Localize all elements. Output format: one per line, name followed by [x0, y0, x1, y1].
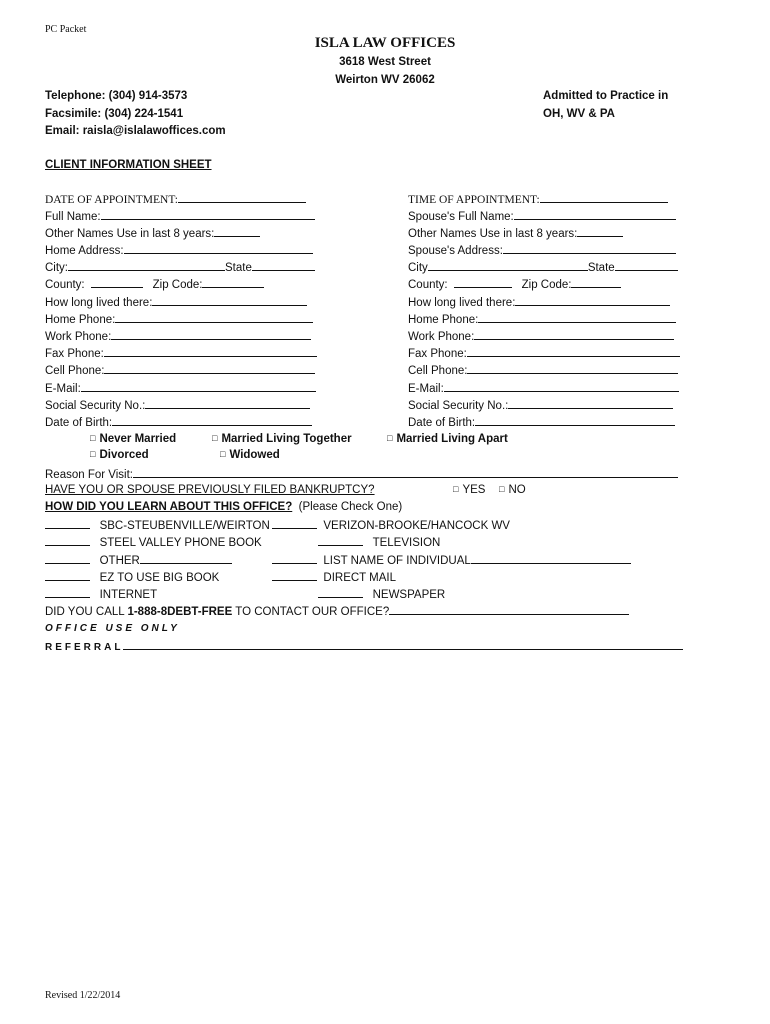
time-appointment-field[interactable]: [408, 191, 668, 208]
source-newspaper-label: NEWSPAPER: [372, 589, 446, 601]
email-field[interactable]: [45, 380, 316, 397]
how-long-field[interactable]: [45, 294, 307, 311]
referral-label: REFERRAL: [45, 642, 124, 653]
source-internet[interactable]: [45, 586, 157, 603]
firm-email: Email: raisla@islalawoffices.com: [45, 125, 226, 137]
other-names-field[interactable]: [45, 225, 260, 242]
divorced-label: Divorced: [99, 449, 149, 461]
yes-label: YES: [462, 484, 486, 496]
cell-phone-field[interactable]: [45, 362, 315, 379]
married-together-label: Married Living Together: [221, 433, 352, 445]
spouse-fax-phone-label: Fax Phone:: [408, 348, 467, 360]
source-mail-label: DIRECT MAIL: [323, 572, 397, 584]
reason-label: Reason For Visit:: [45, 469, 133, 481]
city-state-field[interactable]: [45, 259, 315, 276]
email-label: E-Mail:: [45, 383, 81, 395]
spouse-name-field[interactable]: [408, 208, 676, 225]
learn-question-text: HOW DID YOU LEARN ABOUT THIS OFFICE?: [45, 501, 293, 513]
source-list-name[interactable]: [272, 552, 631, 569]
firm-telephone: Telephone: (304) 914-3573: [45, 90, 188, 102]
county-zip-field[interactable]: [45, 276, 264, 293]
spouse-home-phone-label: Home Phone:: [408, 314, 479, 326]
source-sbc-label: SBC-STEUBENVILLE/WEIRTON: [99, 520, 270, 532]
checkbox-icon[interactable]: □: [453, 484, 459, 494]
cell-phone-label: Cell Phone:: [45, 365, 105, 377]
spouse-work-phone-field[interactable]: [408, 328, 674, 345]
zip-label: Zip Code:: [152, 279, 203, 291]
home-phone-field[interactable]: [45, 311, 313, 328]
spouse-city-label: City: [408, 262, 428, 274]
ssn-field[interactable]: [45, 397, 310, 414]
reason-field[interactable]: [45, 466, 678, 483]
other-names-label: Other Names Use in last 8 years:: [45, 228, 215, 240]
source-steel[interactable]: [45, 534, 262, 551]
checkbox-icon[interactable]: □: [90, 449, 96, 459]
never-married-label: Never Married: [99, 433, 177, 445]
admitted-line-1: Admitted to Practice in: [543, 90, 669, 102]
spouse-zip-label: Zip Code:: [521, 279, 572, 291]
firm-street: 3618 West Street: [339, 56, 431, 68]
spouse-home-phone-field[interactable]: [408, 311, 676, 328]
date-appointment-field[interactable]: [45, 191, 306, 208]
dob-field[interactable]: [45, 414, 312, 431]
source-sbc[interactable]: [45, 517, 270, 534]
spouse-county-zip-field[interactable]: [408, 276, 621, 293]
spouse-cell-phone-label: Cell Phone:: [408, 365, 468, 377]
married-apart-label: Married Living Apart: [396, 433, 508, 445]
spouse-city-state-field[interactable]: [408, 259, 678, 276]
time-appointment-label: TIME OF APPOINTMENT:: [408, 194, 540, 206]
spouse-cell-phone-field[interactable]: [408, 362, 678, 379]
full-name-field[interactable]: [45, 208, 315, 225]
spouse-other-names-label: Other Names Use in last 8 years:: [408, 228, 578, 240]
spouse-name-label: Spouse's Full Name:: [408, 211, 514, 223]
source-verizon[interactable]: [272, 517, 510, 534]
source-verizon-label: VERIZON-BROOKE/HANCOCK WV: [323, 520, 510, 532]
yes-option[interactable]: [453, 483, 485, 498]
admitted-line-2: OH, WV & PA: [543, 108, 615, 120]
married-together-option[interactable]: [212, 432, 352, 447]
call-question-post: TO CONTACT OUR OFFICE?: [232, 606, 390, 618]
state-label: State: [225, 262, 252, 274]
widowed-label: Widowed: [229, 449, 280, 461]
spouse-dob-field[interactable]: [408, 414, 675, 431]
county-label: County:: [45, 279, 85, 291]
home-address-field[interactable]: [45, 242, 313, 259]
never-married-option[interactable]: [90, 432, 176, 447]
source-mail[interactable]: [272, 569, 396, 586]
source-ez[interactable]: [45, 569, 219, 586]
spouse-address-label: Spouse's Address:: [408, 245, 503, 257]
source-other[interactable]: [45, 552, 232, 569]
spouse-fax-phone-field[interactable]: [408, 345, 680, 362]
sheet-title: CLIENT INFORMATION SHEET: [45, 159, 212, 171]
married-apart-option[interactable]: [387, 432, 508, 447]
date-appointment-label: DATE OF APPOINTMENT:: [45, 194, 178, 206]
work-phone-label: Work Phone:: [45, 331, 112, 343]
call-question-pre: DID YOU CALL: [45, 606, 128, 618]
divorced-option[interactable]: [90, 448, 149, 463]
source-other-label: OTHER: [99, 555, 140, 567]
learn-question: [45, 500, 402, 515]
fax-phone-field[interactable]: [45, 345, 317, 362]
home-address-label: Home Address:: [45, 245, 124, 257]
city-label: City:: [45, 262, 68, 274]
header-note: PC Packet: [45, 24, 87, 35]
office-use-only: OFFICE USE ONLY: [45, 623, 180, 634]
source-tv[interactable]: [318, 534, 440, 551]
source-list-name-label: LIST NAME OF INDIVIDUAL: [323, 555, 471, 567]
checkbox-icon[interactable]: □: [90, 433, 96, 443]
spouse-county-label: County:: [408, 279, 448, 291]
how-long-label: How long lived there:: [45, 297, 153, 309]
referral-field[interactable]: [45, 638, 683, 655]
spouse-state-label: State: [587, 262, 615, 274]
widowed-option[interactable]: [220, 448, 280, 463]
bankruptcy-question: HAVE YOU OR SPOUSE PREVIOUSLY FILED BANKRUPTCY?: [45, 484, 375, 496]
dob-label: Date of Birth:: [45, 417, 113, 429]
spouse-address-field[interactable]: [408, 242, 676, 259]
firm-name: ISLA LAW OFFICES: [314, 35, 456, 51]
spouse-other-names-field[interactable]: [408, 225, 623, 242]
checkbox-icon[interactable]: □: [212, 433, 218, 443]
spouse-how-long-label: How long lived there:: [408, 297, 516, 309]
firm-city: Weirton WV 26062: [335, 74, 435, 86]
fax-phone-label: Fax Phone:: [45, 348, 104, 360]
spouse-ssn-field[interactable]: [408, 397, 673, 414]
checkbox-icon[interactable]: □: [499, 484, 505, 494]
source-internet-label: INTERNET: [99, 589, 158, 601]
learn-note: (Please Check One): [298, 501, 403, 513]
source-ez-label: EZ TO USE BIG BOOK: [99, 572, 220, 584]
checkbox-icon[interactable]: □: [220, 449, 226, 459]
call-number: 1-888-8DEBT-FREE: [127, 606, 233, 618]
no-label: NO: [508, 484, 526, 496]
source-tv-label: TELEVISION: [372, 537, 441, 549]
firm-facsimile: Facsimile: (304) 224-1541: [45, 108, 184, 120]
spouse-ssn-label: Social Security No.:: [408, 400, 509, 412]
checkbox-icon[interactable]: □: [387, 433, 393, 443]
spouse-how-long-field[interactable]: [408, 294, 670, 311]
no-option[interactable]: [499, 483, 526, 498]
spouse-dob-label: Date of Birth:: [408, 417, 476, 429]
spouse-work-phone-label: Work Phone:: [408, 331, 475, 343]
source-steel-label: STEEL VALLEY PHONE BOOK: [99, 537, 262, 549]
spouse-email-field[interactable]: [408, 380, 679, 397]
spouse-email-label: E-Mail:: [408, 383, 444, 395]
revised-date: Revised 1/22/2014: [45, 990, 121, 1001]
source-newspaper[interactable]: [318, 586, 445, 603]
full-name-label: Full Name:: [45, 211, 101, 223]
home-phone-label: Home Phone:: [45, 314, 116, 326]
ssn-label: Social Security No.:: [45, 400, 146, 412]
work-phone-field[interactable]: [45, 328, 311, 345]
call-question[interactable]: [45, 603, 629, 620]
